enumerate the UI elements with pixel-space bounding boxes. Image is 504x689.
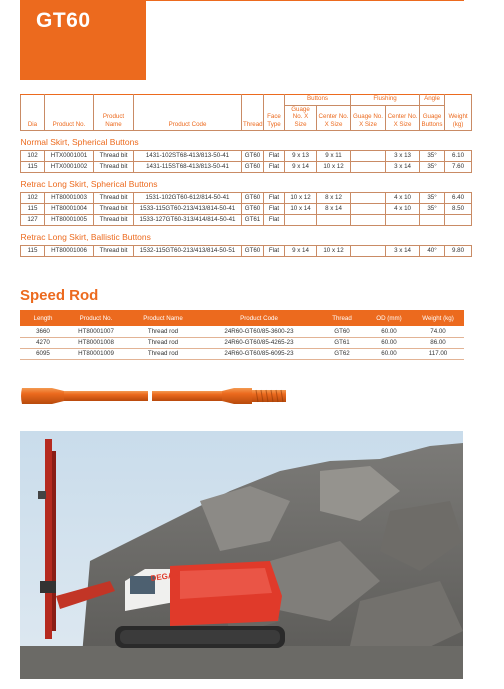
rod-table-container bbox=[20, 310, 464, 360]
table-cell: 1431-102ST68-413/813-50-41 bbox=[134, 151, 242, 162]
rod-table bbox=[20, 310, 464, 360]
table-cell: 1532-115GT60-213/413/814-50-51 bbox=[134, 246, 242, 257]
table-row bbox=[21, 204, 472, 215]
rod-column-header: Product No. bbox=[66, 310, 126, 326]
table-cell: 117.00 bbox=[412, 348, 464, 359]
table-cell: GT60 bbox=[242, 246, 264, 257]
table-cell bbox=[317, 215, 351, 226]
rod-column-header: Product Name bbox=[126, 310, 200, 326]
table-cell bbox=[351, 215, 386, 226]
table-row bbox=[20, 348, 464, 359]
table-cell: Thread bit bbox=[94, 162, 134, 173]
table-cell: 1533-127GT60-313/414/814-50-41 bbox=[134, 215, 242, 226]
table-row bbox=[21, 193, 472, 204]
table-cell: 6095 bbox=[20, 348, 66, 359]
col-flushing-center: Center No. X Size bbox=[386, 105, 420, 131]
table-cell bbox=[351, 162, 386, 173]
table-cell: Thread bit bbox=[94, 215, 134, 226]
col-group-flushing: Flushing bbox=[351, 95, 420, 106]
table-row bbox=[21, 246, 472, 257]
col-product-code: Product Code bbox=[134, 95, 242, 131]
table-cell: 1531-102GT60-612/814-50-41 bbox=[134, 193, 242, 204]
table-cell: Thread rod bbox=[126, 326, 200, 337]
col-group-angle: Angle bbox=[420, 95, 445, 106]
rod-table-body bbox=[20, 326, 464, 359]
table-cell: 40° bbox=[420, 246, 445, 257]
col-buttons-center: Center No. X Size bbox=[317, 105, 351, 131]
section-title-row bbox=[21, 173, 472, 193]
col-weight: Weight (kg) bbox=[445, 95, 472, 131]
table-cell: 74.00 bbox=[412, 326, 464, 337]
rod-column-header: OD (mm) bbox=[366, 310, 412, 326]
title-block bbox=[20, 0, 146, 80]
table-cell: Flat bbox=[264, 215, 285, 226]
table-cell: 3 x 14 bbox=[386, 246, 420, 257]
table-cell: 24R60-GT60/85-3600-23 bbox=[200, 326, 318, 337]
table-cell: GT61 bbox=[242, 215, 264, 226]
table-cell: 10 x 12 bbox=[285, 193, 317, 204]
col-thread: Thread bbox=[242, 95, 264, 131]
table-cell: 10 x 12 bbox=[317, 162, 351, 173]
table-cell: 8 x 14 bbox=[317, 204, 351, 215]
table-row bbox=[21, 162, 472, 173]
section-title: Retrac Long Skirt, Ballistic Buttons bbox=[21, 226, 472, 246]
table-cell: 127 bbox=[21, 215, 45, 226]
rig-brand-label: DEGAN bbox=[150, 570, 180, 583]
col-buttons-guage: Guage No. X Size bbox=[285, 105, 317, 131]
table-cell: Thread rod bbox=[126, 348, 200, 359]
table-cell: 3 x 13 bbox=[386, 151, 420, 162]
table-cell: 24R60-GT60/85-6095-23 bbox=[200, 348, 318, 359]
table-cell bbox=[351, 204, 386, 215]
table-cell: 1533-115GT60-213/413/814-50-41 bbox=[134, 204, 242, 215]
rod-right-section bbox=[152, 388, 286, 404]
table-cell: 3660 bbox=[20, 326, 66, 337]
table-cell: 60.00 bbox=[366, 348, 412, 359]
table-cell: Thread bit bbox=[94, 151, 134, 162]
rod-column-header: Weight (kg) bbox=[412, 310, 464, 326]
table-cell: 24R60-GT60/85-4265-23 bbox=[200, 337, 318, 348]
speed-rod-image bbox=[20, 373, 464, 419]
page-title: GT60 bbox=[36, 9, 91, 32]
table-cell: GT61 bbox=[318, 337, 366, 348]
table-cell: Thread bit bbox=[94, 204, 134, 215]
table-row bbox=[21, 215, 472, 226]
table-cell: 8.50 bbox=[445, 204, 472, 215]
table-cell: HT80001004 bbox=[45, 204, 94, 215]
table-cell: 60.00 bbox=[366, 326, 412, 337]
section-title-row bbox=[21, 226, 472, 246]
col-product-no: Product No. bbox=[45, 95, 94, 131]
table-row bbox=[20, 337, 464, 348]
table-cell bbox=[420, 215, 445, 226]
bits-table bbox=[20, 94, 472, 257]
table-cell: 7.60 bbox=[445, 162, 472, 173]
table-cell: 35° bbox=[420, 162, 445, 173]
table-cell: GT60 bbox=[242, 151, 264, 162]
table-cell: GT62 bbox=[318, 348, 366, 359]
col-face-type: Face Type bbox=[264, 95, 285, 131]
table-cell: HT80001009 bbox=[66, 348, 126, 359]
table-cell: 9 x 13 bbox=[285, 151, 317, 162]
rod-column-header: Product Code bbox=[200, 310, 318, 326]
col-dia: Dia bbox=[21, 95, 45, 131]
table-cell: 9 x 11 bbox=[317, 151, 351, 162]
col-product-name: Product Name bbox=[94, 95, 134, 131]
col-angle-guage-buttons: Guage Buttons bbox=[420, 105, 445, 131]
rod-left-section bbox=[21, 388, 148, 404]
rod-column-header: Thread bbox=[318, 310, 366, 326]
table-cell: Flat bbox=[264, 204, 285, 215]
table-cell: Flat bbox=[264, 162, 285, 173]
table-cell: 4 x 10 bbox=[386, 193, 420, 204]
table-cell: 102 bbox=[21, 193, 45, 204]
table-cell: HT80001006 bbox=[45, 246, 94, 257]
bits-table-container bbox=[20, 94, 468, 257]
table-cell: 6.10 bbox=[445, 151, 472, 162]
table-cell: 115 bbox=[21, 204, 45, 215]
table-cell: 60.00 bbox=[366, 337, 412, 348]
table-cell bbox=[386, 215, 420, 226]
table-cell: 4270 bbox=[20, 337, 66, 348]
table-cell: 35° bbox=[420, 193, 445, 204]
table-cell: HTX0001001 bbox=[45, 151, 94, 162]
table-cell: 35° bbox=[420, 151, 445, 162]
table-cell: 10 x 12 bbox=[317, 246, 351, 257]
table-cell: Thread bit bbox=[94, 246, 134, 257]
table-cell: HT80001005 bbox=[45, 215, 94, 226]
table-row bbox=[20, 326, 464, 337]
table-cell: GT60 bbox=[242, 162, 264, 173]
table-cell: 8 x 12 bbox=[317, 193, 351, 204]
col-flushing-guage: Guage No. X Size bbox=[351, 105, 386, 131]
table-cell: Flat bbox=[264, 151, 285, 162]
section-title: Normal Skirt, Spherical Buttons bbox=[21, 131, 472, 151]
table-cell: HT80001003 bbox=[45, 193, 94, 204]
section-title: Retrac Long Skirt, Spherical Buttons bbox=[21, 173, 472, 193]
table-cell: 1431-115ST68-413/813-50-41 bbox=[134, 162, 242, 173]
table-cell bbox=[351, 193, 386, 204]
bits-table-body bbox=[21, 131, 472, 257]
table-cell bbox=[285, 215, 317, 226]
table-row bbox=[21, 151, 472, 162]
rod-table-header bbox=[20, 310, 464, 326]
table-cell: 115 bbox=[21, 246, 45, 257]
table-cell: 6.40 bbox=[445, 193, 472, 204]
table-cell bbox=[351, 151, 386, 162]
table-cell: GT60 bbox=[318, 326, 366, 337]
table-cell: HT80001007 bbox=[66, 326, 126, 337]
table-cell bbox=[445, 215, 472, 226]
table-cell: Thread bit bbox=[94, 193, 134, 204]
table-cell: 4 x 10 bbox=[386, 204, 420, 215]
table-cell: GT60 bbox=[242, 193, 264, 204]
table-cell: GT60 bbox=[242, 204, 264, 215]
speed-rod-title: Speed Rod bbox=[20, 287, 99, 304]
table-cell: 35° bbox=[420, 204, 445, 215]
table-cell: Flat bbox=[264, 246, 285, 257]
table-cell: HTX0001002 bbox=[45, 162, 94, 173]
table-cell: 9.80 bbox=[445, 246, 472, 257]
table-cell: 10 x 14 bbox=[285, 204, 317, 215]
table-cell: 9 x 14 bbox=[285, 162, 317, 173]
table-cell bbox=[351, 246, 386, 257]
table-cell: Thread rod bbox=[126, 337, 200, 348]
table-cell: 86.00 bbox=[412, 337, 464, 348]
table-cell: 9 x 14 bbox=[285, 246, 317, 257]
table-cell: 115 bbox=[21, 162, 45, 173]
drill-rig-photo bbox=[20, 431, 463, 679]
col-group-buttons: Buttons bbox=[285, 95, 351, 106]
table-cell: HT80001008 bbox=[66, 337, 126, 348]
table-cell: 102 bbox=[21, 151, 45, 162]
rod-column-header: Length bbox=[20, 310, 66, 326]
table-cell: 3 x 14 bbox=[386, 162, 420, 173]
table-cell: Flat bbox=[264, 193, 285, 204]
section-title-row bbox=[21, 131, 472, 151]
